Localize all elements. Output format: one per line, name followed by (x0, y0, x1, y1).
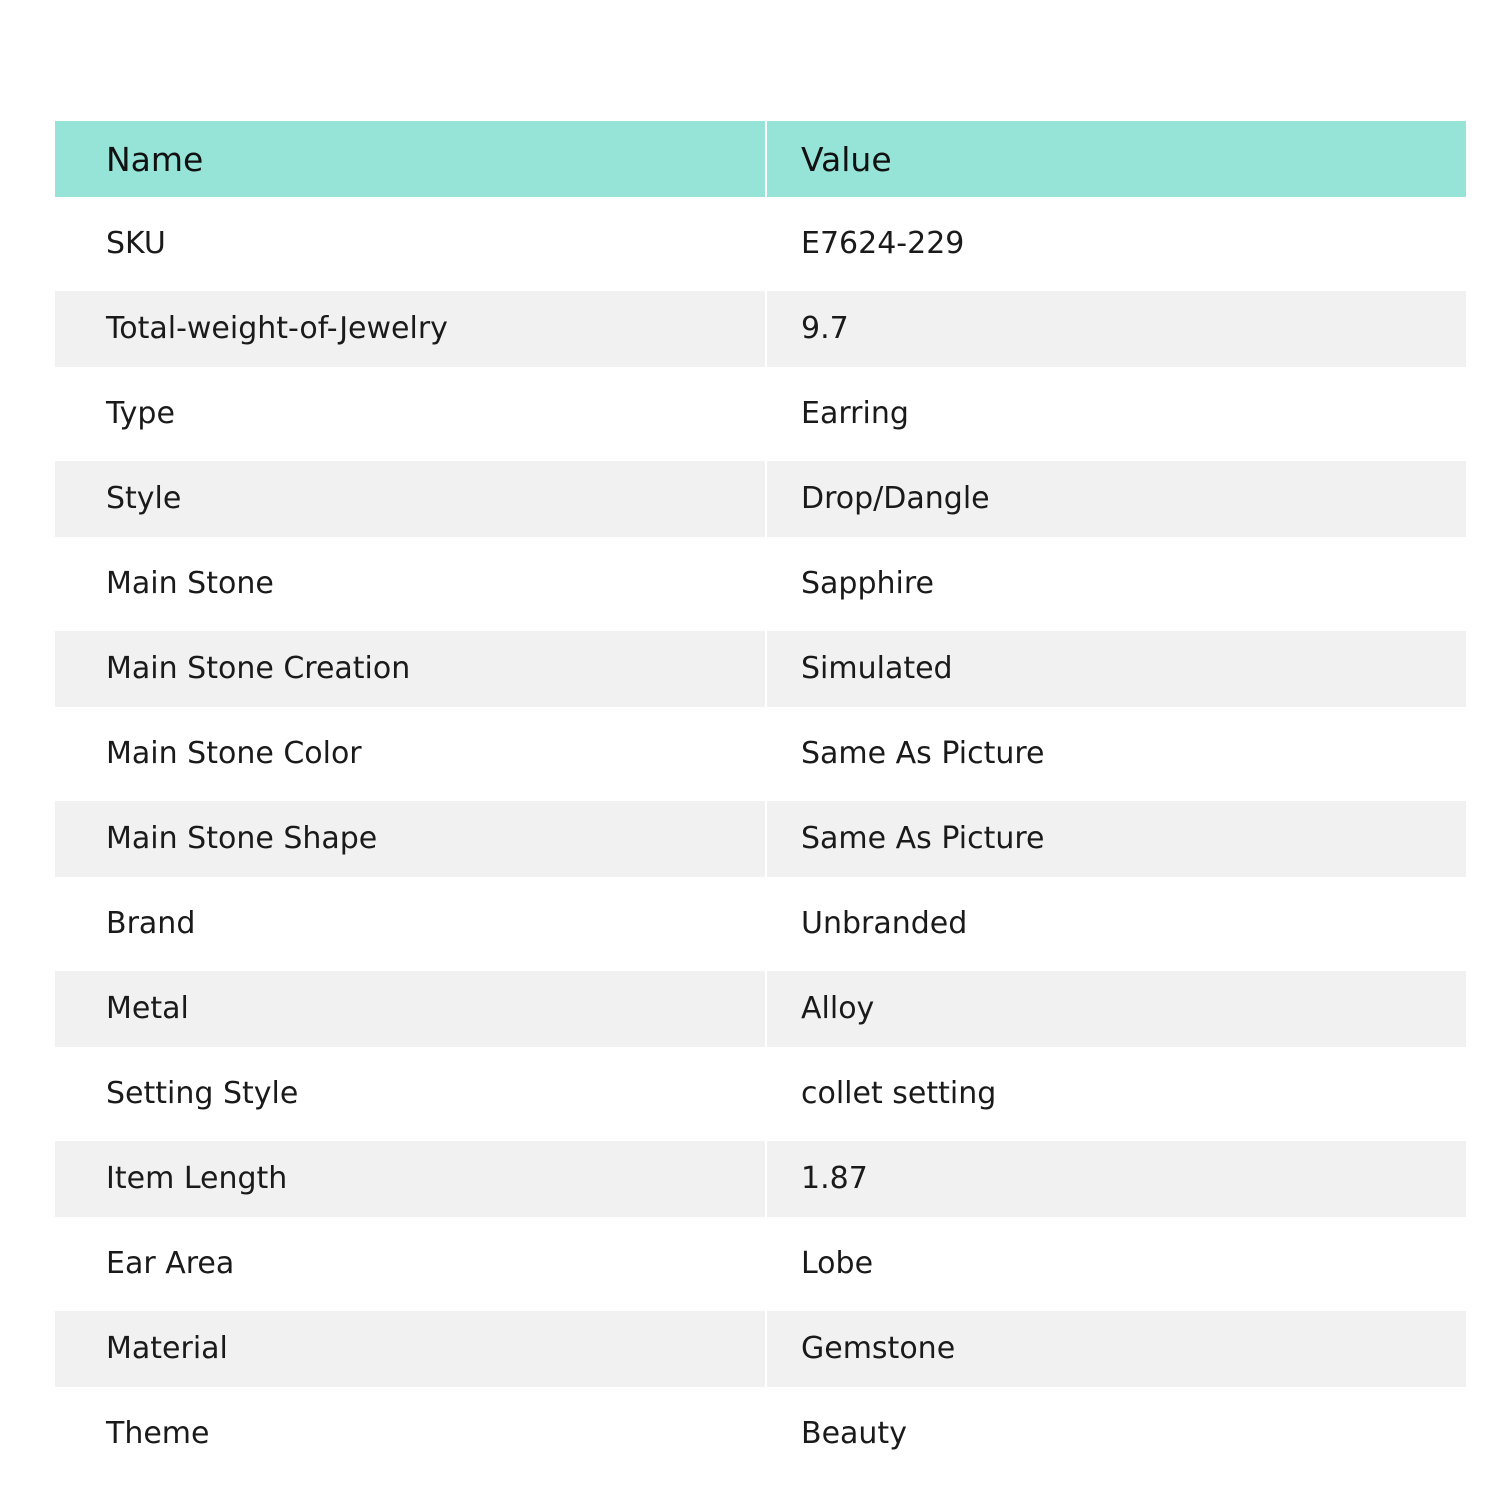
row-value-cell: collet setting (767, 1047, 1466, 1141)
table-row (55, 971, 1466, 1047)
table-row (55, 291, 1466, 367)
row-value-cell: Same As Picture (767, 707, 1466, 801)
row-name-cell: Setting Style (55, 1047, 765, 1141)
table-row (55, 1311, 1466, 1387)
row-name-cell: Main Stone Color (55, 707, 765, 801)
row-name-cell: Style (55, 461, 765, 537)
row-value-cell: E7624-229 (767, 197, 1466, 291)
row-value-cell: Alloy (767, 971, 1466, 1047)
table-row (55, 1047, 1466, 1141)
row-name-cell: Ear Area (55, 1217, 765, 1311)
row-value-cell: Lobe (767, 1217, 1466, 1311)
spec-table (55, 121, 1466, 1481)
row-value-cell: Gemstone (767, 1311, 1466, 1387)
table-row (55, 1141, 1466, 1217)
row-value-cell: 1.87 (767, 1141, 1466, 1217)
row-value-cell: Drop/Dangle (767, 461, 1466, 537)
table-row (55, 631, 1466, 707)
table-row (55, 707, 1466, 801)
header-value-cell: Value (767, 121, 1466, 197)
row-name-cell: Main Stone Creation (55, 631, 765, 707)
row-value-cell: Same As Picture (767, 801, 1466, 877)
row-name-cell: Total-weight-of-Jewelry (55, 291, 765, 367)
row-value-cell: Simulated (767, 631, 1466, 707)
table-row (55, 367, 1466, 461)
row-name-cell: Main Stone Shape (55, 801, 765, 877)
table-row (55, 877, 1466, 971)
table-row (55, 1387, 1466, 1481)
table-row (55, 537, 1466, 631)
table-row (55, 801, 1466, 877)
row-name-cell: SKU (55, 197, 765, 291)
header-name-cell: Name (55, 121, 765, 197)
row-name-cell: Item Length (55, 1141, 765, 1217)
row-value-cell: Unbranded (767, 877, 1466, 971)
row-name-cell: Theme (55, 1387, 765, 1481)
row-name-cell: Main Stone (55, 537, 765, 631)
row-name-cell: Metal (55, 971, 765, 1047)
row-name-cell: Type (55, 367, 765, 461)
row-name-cell: Material (55, 1311, 765, 1387)
table-header-row (55, 121, 1466, 197)
table-row (55, 461, 1466, 537)
row-value-cell: Beauty (767, 1387, 1466, 1481)
row-value-cell: 9.7 (767, 291, 1466, 367)
row-name-cell: Brand (55, 877, 765, 971)
row-value-cell: Sapphire (767, 537, 1466, 631)
row-value-cell: Earring (767, 367, 1466, 461)
table-row (55, 197, 1466, 291)
table-row (55, 1217, 1466, 1311)
